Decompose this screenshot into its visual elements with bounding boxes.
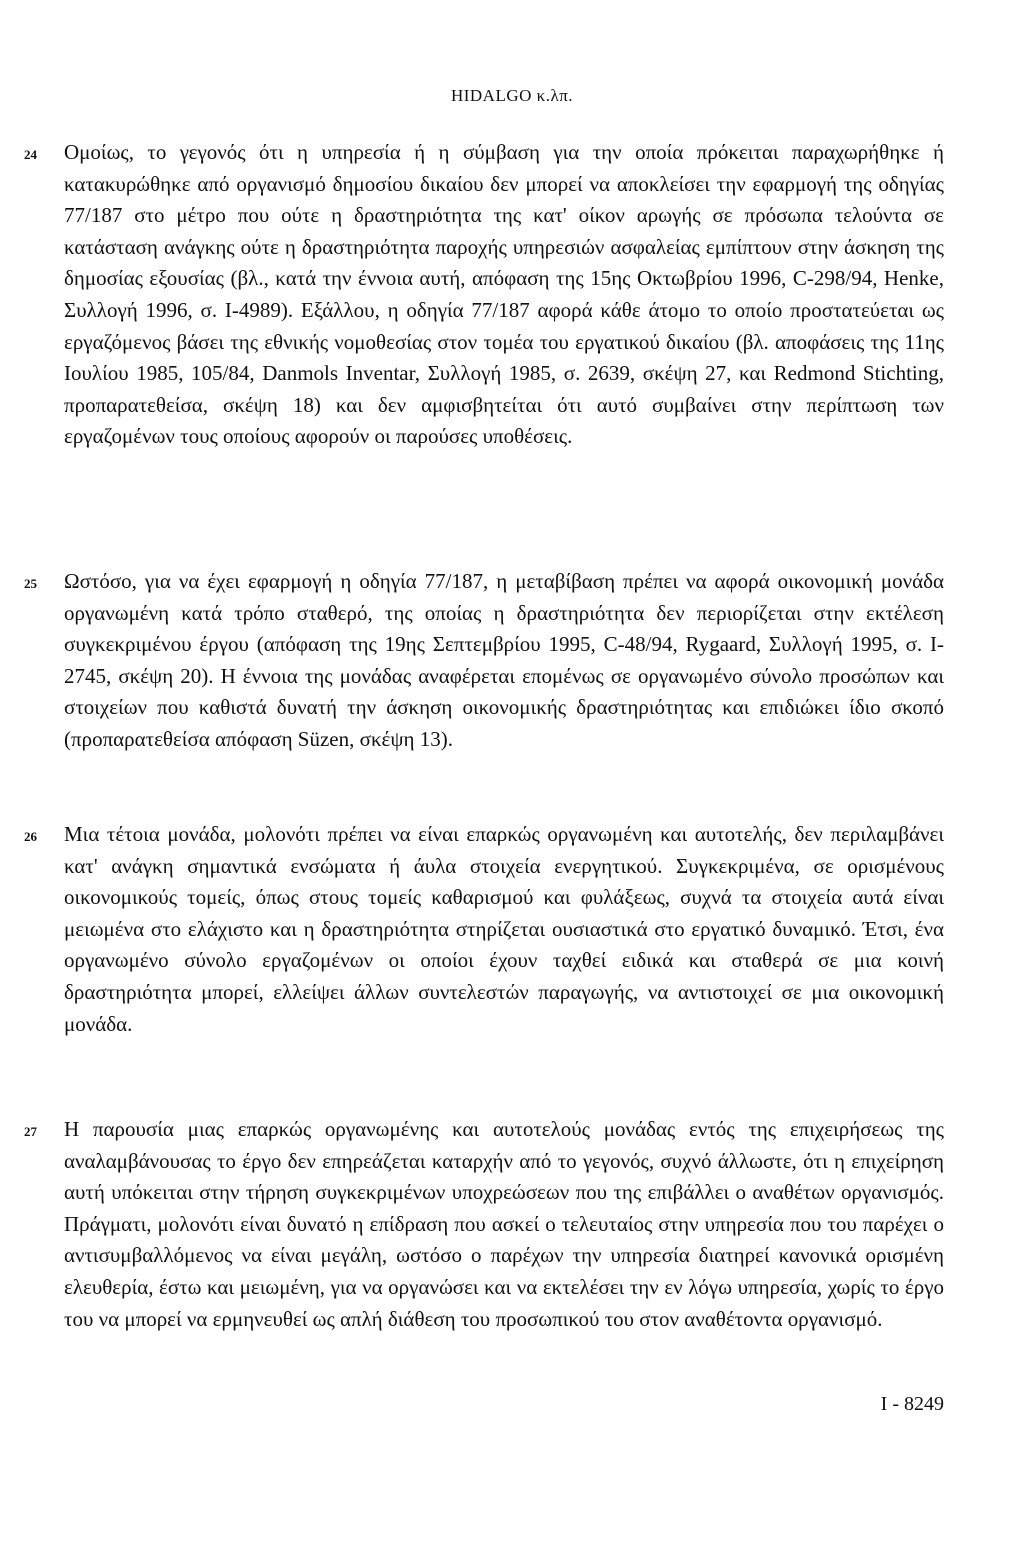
paragraph-number: 26 — [24, 829, 37, 844]
running-header: HIDALGO κ.λπ. — [450, 86, 574, 105]
paragraph-number: 24 — [24, 147, 37, 162]
paragraph-number: 27 — [24, 1124, 37, 1139]
page-number: I - 8249 — [880, 1393, 944, 1415]
paragraph-text: Ομοίως, το γεγονός ότι η υπηρεσία ή η σύμβαση για την οποία πρόκειται παραχωρήθηκε ή κατακυρώθηκε από οργανισμό δημοσίου δικαίου δεν μπορεί να αποκλείσει την εφαρμογή της οδηγίας 77/187 στο μέτρο που ούτε η δραστηριότητα της κατ' οίκον αρωγής σε πρόσωπα τελούντα σε κατάσταση ανάγκης ούτε η δραστηριότητα παροχής υπηρεσιών ασφαλείας εμπίπτουν στην άσκηση της δημοσίας εξουσίας (βλ., κατά την έννοια αυτή, απόφαση της 15ης Οκτωβρίου 1996, C-298/94, Henke, Συλλογή 1996, σ. I-4989). Εξάλλου, η οδηγία 77/187 αφορά κάθε άτομο το οποίο προστατεύεται ως εργαζόμενος βάσει της εθνικής νομοθεσίας στον τομέα του εργατικού δικαίου (βλ. αποφάσεις της 11ης Ιουλίου 1985, 105/84, Danmols Inventar, Συλλογή 1985, σ. 2639, σκέψη 27, και Redmond Stichting, προπαρατεθείσα, σκέψη 18) και δεν αμφισβητείται ότι αυτό συμβαίνει στην περίπτωση των εργαζομένων τους οποίους αφορούν οι παρούσες υποθέσεις. — [64, 140, 944, 449]
paragraph-text: Η παρουσία μιας επαρκώς οργανωμένης και αυτοτελούς μονάδας εντός της επιχειρήσεως της αναλαμβάνουσας το έργο δεν επηρεάζεται καταρχήν από το γεγονός, συχνό άλλωστε, ότι η επιχείρηση αυτή υπόκειται στην τήρηση συγκεκριμένων υποχρεώσεων που της επιβάλλει ο αναθέτων οργανισμός. Πράγματι, μολονότι είναι δυνατό η επίδραση που ασκεί ο τελευταίος στην υπηρεσία που του παρέχει ο αντισυμβαλλόμενος να είναι μεγάλη, ωστόσο ο παρέχων την υπηρεσία διατηρεί κανονικά ορισμένη ελευθερία, έστω και μειωμένη, για να οργανώσει και να εκτελέσει την εν λόγω υπηρεσία, χωρίς το έργο του να μπορεί να ερμηνευθεί ως απλή διάθεση του προσωπικού του στον αναθέτοντα οργανισμό. — [64, 1117, 944, 1331]
paragraph-text: Μια τέτοια μονάδα, μολονότι πρέπει να είναι επαρκώς οργανωμένη και αυτοτελής, δεν περιλαμβάνει κατ' ανάγκη σημαντικά ενσώματα ή άυλα στοιχεία ενεργητικού. Συγκεκριμένα, σε ορισμένους οικονομικούς τομείς, όπως στους τομείς καθαρισμού και φυλάξεως, συχνά τα στοιχεία αυτά είναι μειωμένα στο ελάχιστο και η δραστηριότητα στηρίζεται ουσιαστικά στο εργατικό δυναμικό. Έτσι, ένα οργανωμένο σύνολο εργαζομένων οι οποίοι έχουν ταχθεί ειδικά και σταθερά σε μια κοινή δραστηριότητα μπορεί, ελλείψει άλλων συντελεστών παραγωγής, να αντιστοιχεί σε μια οικονομική μονάδα. — [64, 822, 944, 1036]
paragraph-number: 25 — [24, 576, 37, 591]
paragraph-text: Ωστόσο, για να έχει εφαρμογή η οδηγία 77/187, η μεταβίβαση πρέπει να αφορά οικονομική μονάδα οργανωμένη κατά τρόπο σταθερό, της οποίας η δραστηριότητα δεν περιορίζεται στην εκτέλεση συγκεκριμένου έργου (απόφαση της 19ης Σεπτεμβρίου 1995, C-48/94, Rygaard, Συλλογή 1995, σ. I-2745, σκέψη 20). Η έννοια της μονάδας αναφέρεται επομένως σε οργανωμένο σύνολο προσώπων και στοιχείων που καθιστά δυνατή την άσκηση οικονομικής δραστηριότητας και επιδιώκει ίδιο σκοπό (προπαρατεθείσα απόφαση Süzen, σκέψη 13). — [64, 569, 944, 751]
